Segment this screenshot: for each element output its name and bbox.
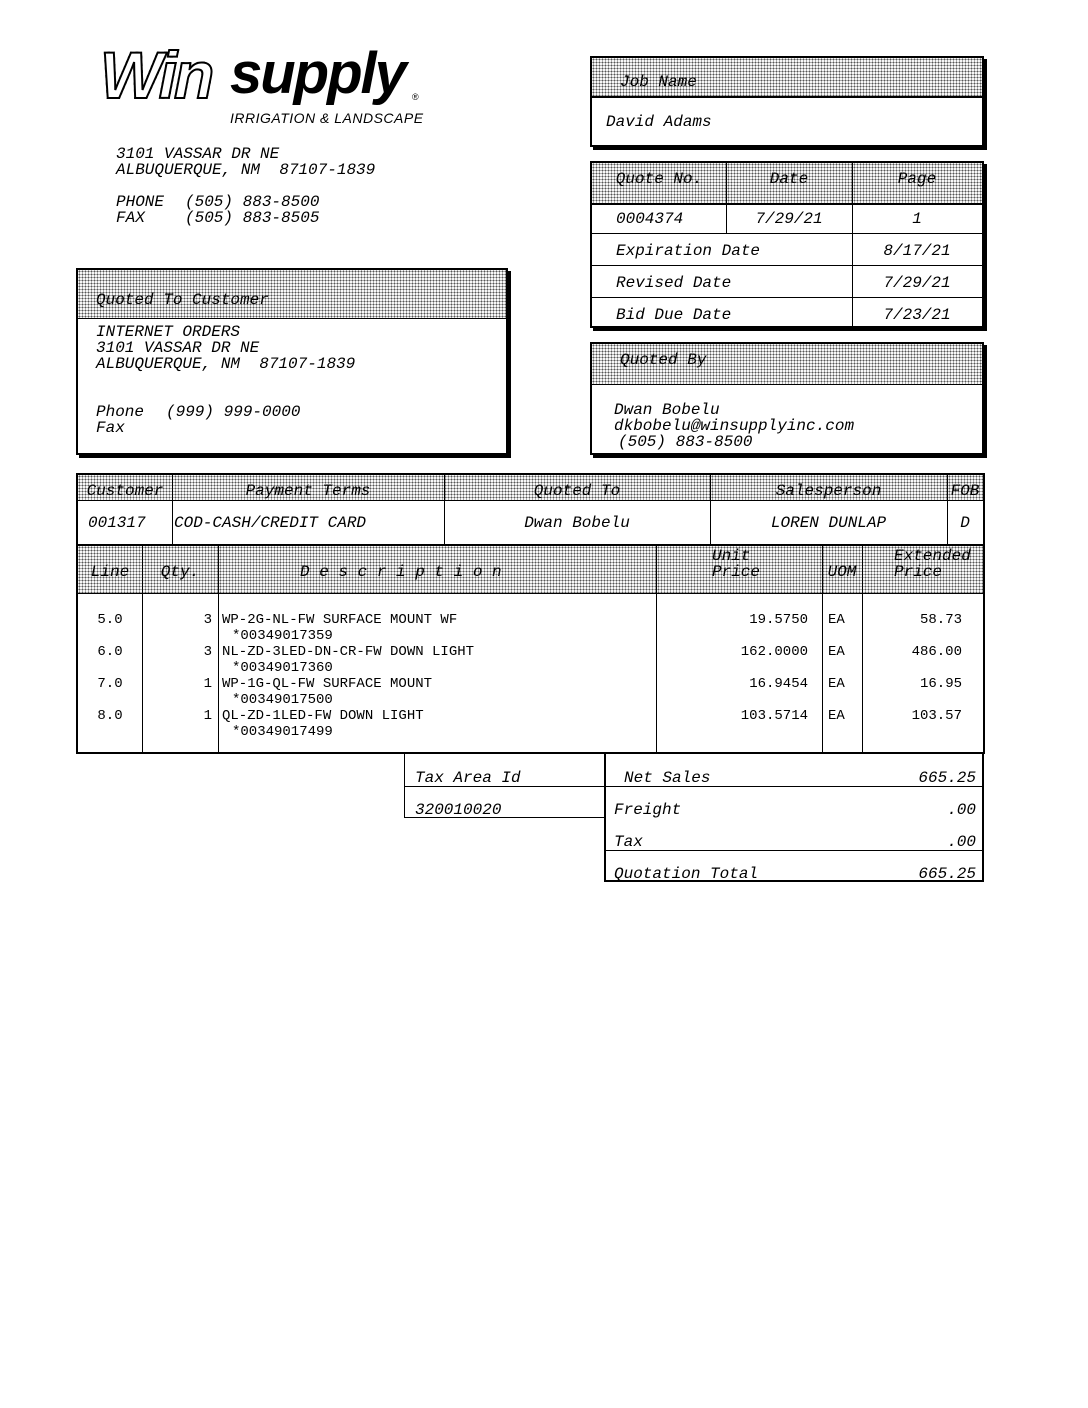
quote-page-value: 1 <box>912 210 922 228</box>
row-extended-price: 486.00 <box>911 644 962 660</box>
company-logo <box>100 40 430 130</box>
row-unit-price: 16.9454 <box>749 676 808 692</box>
row-description: QL-ZD-1LED-FW DOWN LIGHT <box>222 708 424 724</box>
customer-col-header: Customer <box>86 482 164 500</box>
divider <box>606 850 982 851</box>
company-phone: (505) 883-8500 <box>185 193 320 211</box>
quoted-by-box <box>590 342 984 455</box>
quote-number-label: Quote No. <box>615 170 703 188</box>
quoted-by-label: Quoted By <box>620 351 707 369</box>
company-address-line1: 3101 VASSAR DR NE <box>116 145 280 163</box>
row-unit-price: 19.5750 <box>749 612 808 628</box>
divider <box>592 384 982 385</box>
row-uom: EA <box>828 612 845 628</box>
row-item-code: *00349017360 <box>232 660 333 676</box>
totals-box <box>604 754 984 882</box>
row-description: WP-1G-QL-FW SURFACE MOUNT <box>222 676 433 692</box>
customer-address-line2: ALBUQUERQUE, NM 87107-1839 <box>96 355 356 373</box>
quoted-to-value: Dwan Bobelu <box>524 514 630 532</box>
bid-due-date-label: Bid Due Date <box>616 306 732 324</box>
company-phone-label: PHONE <box>116 193 165 211</box>
line-items-table <box>76 544 985 754</box>
company-fax: (505) 883-8505 <box>185 209 320 227</box>
freight-value: .00 <box>947 801 976 819</box>
row-qty: 3 <box>203 612 212 628</box>
payment-terms-col-header: Payment Terms <box>245 482 371 500</box>
quote-page-label: Page <box>897 170 937 188</box>
row-qty: 1 <box>203 708 212 724</box>
row-unit-price: 162.0000 <box>740 644 808 660</box>
quotation-total-value: 665.25 <box>918 865 976 883</box>
uom-col-header: UOM <box>827 563 857 581</box>
divider <box>592 203 982 205</box>
line-col-header: Line <box>90 563 130 581</box>
row-description: NL-ZD-3LED-DN-CR-FW DOWN LIGHT <box>222 644 475 660</box>
job-name-label: Job Name <box>620 73 697 91</box>
divider <box>592 297 982 298</box>
row-line-number: 6.0 <box>97 644 123 660</box>
company-fax-label: FAX <box>116 209 145 227</box>
freight-label: Freight <box>614 801 682 819</box>
customer-name: INTERNET ORDERS <box>96 323 241 341</box>
order-info-table <box>76 473 985 546</box>
row-qty: 3 <box>203 644 212 660</box>
salesperson-value: LOREN DUNLAP <box>770 514 887 532</box>
row-line-number: 7.0 <box>97 676 123 692</box>
row-description: WP-2G-NL-FW SURFACE MOUNT WF <box>222 612 458 628</box>
row-item-code: *00349017359 <box>232 628 333 644</box>
net-sales-value: 665.25 <box>918 769 976 787</box>
job-name-box <box>590 56 984 147</box>
divider <box>592 233 982 234</box>
description-col-header: D e s c r i p t i o n <box>300 563 502 581</box>
row-line-number: 5.0 <box>97 612 123 628</box>
salesperson-col-header: Salesperson <box>775 482 882 500</box>
bid-due-date-value: 7/23/21 <box>883 306 951 324</box>
quotation-total-label: Quotation Total <box>614 865 759 883</box>
divider <box>78 593 983 594</box>
customer-label: Quoted To Customer <box>96 291 269 309</box>
customer-number-value: 001317 <box>88 514 146 532</box>
quoted-by-email: dkbobelu@winsupplyinc.com <box>614 417 855 435</box>
tax-area-box <box>404 754 606 818</box>
tax-label: Tax <box>614 833 643 851</box>
quoted-to-col-header: Quoted To <box>533 482 621 500</box>
unit-price-col-header-line2: Price <box>712 563 761 581</box>
job-name-value: David Adams <box>606 113 712 131</box>
row-uom: EA <box>828 676 845 692</box>
row-extended-price: 16.95 <box>919 676 962 692</box>
fob-value: D <box>960 514 970 532</box>
unit-price-col-header-line1: Unit <box>712 547 751 565</box>
customer-fax-label: Fax <box>96 419 125 437</box>
quoted-by-name: Dwan Bobelu <box>614 401 720 419</box>
quote-date-label: Date <box>769 170 809 188</box>
expiration-date-value: 8/17/21 <box>883 242 951 260</box>
revised-date-label: Revised Date <box>616 274 732 292</box>
logo-supply-text: supply <box>230 41 405 106</box>
expiration-date-label: Expiration Date <box>616 242 761 260</box>
quoted-by-phone: (505) 883-8500 <box>618 433 753 451</box>
row-uom: EA <box>828 644 845 660</box>
customer-phone-label: Phone <box>96 403 145 421</box>
qty-col-header: Qty. <box>160 563 200 581</box>
row-item-code: *00349017499 <box>232 724 333 740</box>
row-qty: 1 <box>203 676 212 692</box>
quote-info-box <box>590 161 984 328</box>
customer-address-line1: 3101 VASSAR DR NE <box>96 339 260 357</box>
quoted-to-customer-box <box>76 268 508 455</box>
company-address-line2: ALBUQUERQUE, NM 87107-1839 <box>116 161 376 179</box>
row-extended-price: 103.57 <box>911 708 962 724</box>
extended-price-col-header-line1: Extended <box>894 547 971 565</box>
logo-win-text: Win <box>100 38 212 112</box>
row-extended-price: 58.73 <box>919 612 962 628</box>
divider <box>592 96 982 98</box>
registered-mark: ® <box>412 92 419 102</box>
row-uom: EA <box>828 708 845 724</box>
tax-value: .00 <box>947 833 976 851</box>
payment-terms-value: COD-CASH/CREDIT CARD <box>174 514 367 532</box>
row-line-number: 8.0 <box>97 708 123 724</box>
divider <box>218 546 219 752</box>
quote-date-value: 7/29/21 <box>755 210 823 228</box>
logo-tagline: IRRIGATION & LANDSCAPE <box>230 110 424 126</box>
net-sales-label: Net Sales <box>624 769 711 787</box>
quote-number-value: 0004374 <box>616 210 684 228</box>
row-item-code: *00349017500 <box>232 692 333 708</box>
tax-area-label: Tax Area Id <box>415 769 521 787</box>
divider <box>592 265 982 266</box>
divider <box>78 500 983 501</box>
extended-price-col-header-line2: Price <box>894 563 943 581</box>
customer-phone: (999) 999-0000 <box>166 403 301 421</box>
divider <box>78 318 506 319</box>
revised-date-value: 7/29/21 <box>883 274 951 292</box>
tax-area-value: 320010020 <box>415 801 502 819</box>
fob-col-header: FOB <box>950 482 980 500</box>
row-unit-price: 103.5714 <box>740 708 808 724</box>
